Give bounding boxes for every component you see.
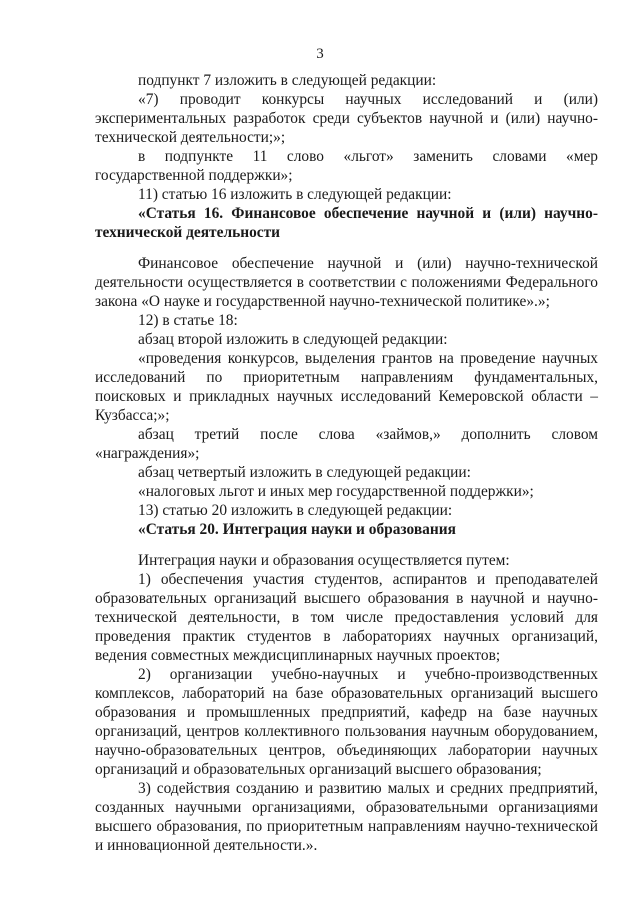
paragraph: «проведения конкурсов, выделения грантов на проведение научных исследований по приоритетным направлениям фундаментальных, поисковых и прикладных научных исследований Кемеровской области – Кузбасса;»;	[95, 350, 598, 424]
paragraph: «налоговых льгот и иных мер государственной поддержки»;	[138, 483, 534, 500]
paragraph: подпункт 7 изложить в следующей редакции:	[138, 72, 437, 89]
paragraph: Интеграция науки и образования осуществляется путем:	[138, 552, 510, 569]
paragraph: Финансовое обеспечение научной и (или) научно-технической деятельности осуществляется в соответствии с положениями Федерального закона «О науке и государственной научно-технической политике».»;	[95, 255, 598, 310]
paragraph: абзац третий после слова «займов,» дополнить словом «награждения»;	[95, 426, 598, 462]
paragraph: «7) проводит конкурсы научных исследований и (или) экспериментальных разработок среди субъектов научной и (или) научно-технической деятельности;»;	[95, 91, 598, 146]
paragraph: в подпункте 11 слово «льгот» заменить словами «мер государственной поддержки»;	[95, 148, 598, 184]
article-heading: «Статья 20. Интеграция науки и образования	[138, 521, 456, 538]
paragraph: 12) в статье 18:	[138, 312, 238, 329]
paragraph: абзац второй изложить в следующей редакции:	[138, 331, 448, 348]
paragraph: 11) статью 16 изложить в следующей редакции:	[138, 186, 452, 203]
list-item: 3) содействия созданию и развитию малых и средних предприятий, созданных научными организациями, образовательными организациями высшего образования, по приоритетным направлениям научно-технической и инновационной деятельности.».	[95, 780, 598, 854]
page-number: 3	[316, 46, 324, 62]
list-item: 2) организации учебно-научных и учебно-производственных комплексов, лабораторий на базе образовательных организаций высшего образования и промышленных предприятий, кафедр на базе научных организаций, центров коллективного пользования научным оборудованием, научно-образовательных центров, объединяющих лаборатории научных организаций и образовательных организаций высшего образования;	[95, 666, 598, 778]
paragraph: 13) статью 20 изложить в следующей редакции:	[138, 502, 453, 519]
article-heading: «Статья 16. Финансовое обеспечение научной и (или) научно-технической деятельности	[95, 205, 598, 241]
list-item: 1) обеспечения участия студентов, аспирантов и преподавателей образовательных организаций высшего образования в научной и научно-технической деятельности, в том числе предоставления условий для проведения практик студентов в лабораториях научных организаций, ведения совместных междисциплинарных научных проектов;	[95, 571, 598, 664]
paragraph: абзац четвертый изложить в следующей редакции:	[138, 464, 471, 481]
document-body	[95, 71, 598, 855]
